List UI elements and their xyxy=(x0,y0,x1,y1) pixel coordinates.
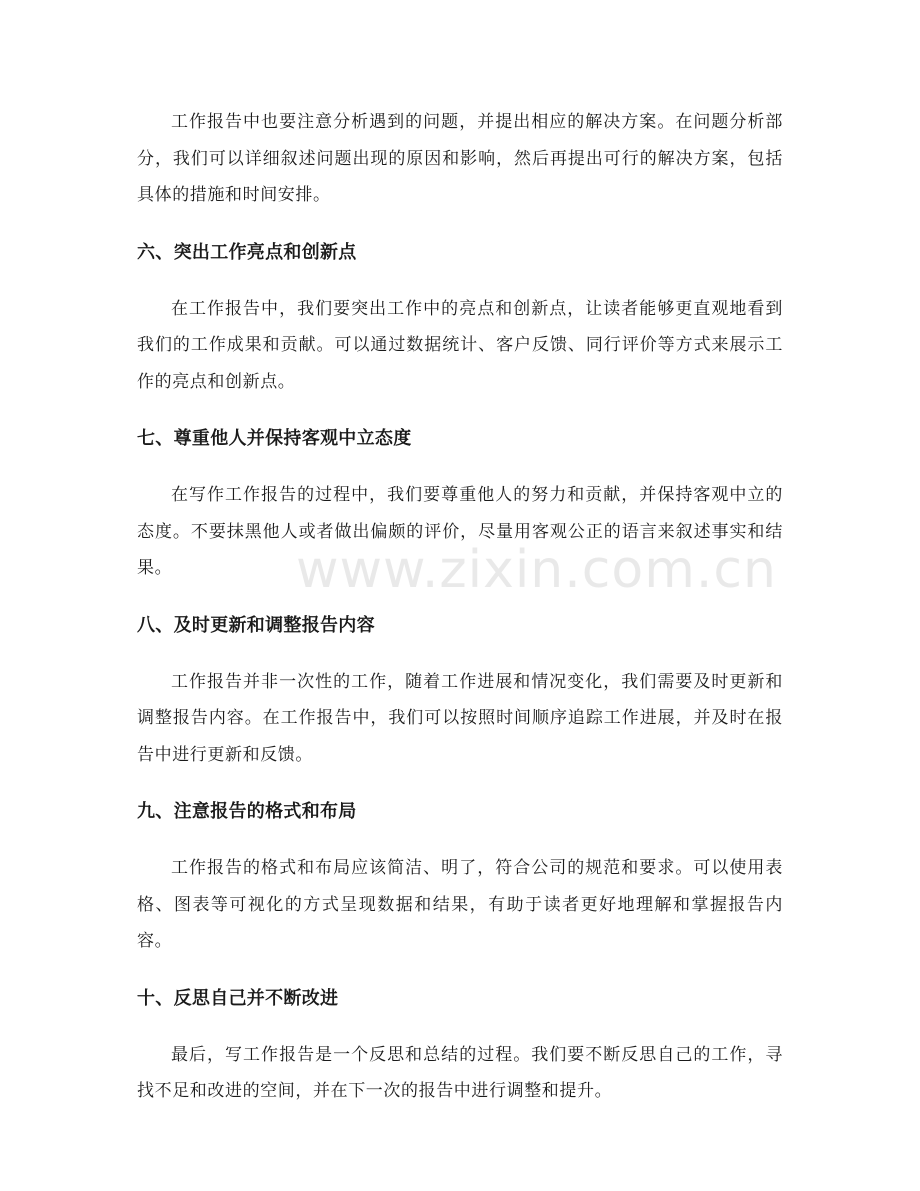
paragraph-section-10: 最后，写工作报告是一个反思和总结的过程。我们要不断反思自己的工作，寻找不足和改进的空间，并在下一次的报告中进行调整和提升。 xyxy=(137,1044,783,1101)
document-body xyxy=(137,104,783,1110)
paragraph-section-6: 在工作报告中，我们要突出工作中的亮点和创新点，让读者能够更直观地看到我们的工作成果和贡献。可以通过数据统计、客户反馈、同行评价等方式来展示工作的亮点和创新点。 xyxy=(137,298,783,392)
watermark: www.zixin.com.cn xyxy=(296,540,777,600)
heading-section-6: 六、突出工作亮点和创新点 xyxy=(137,241,357,263)
paragraph-intro: 工作报告中也要注意分析遇到的问题，并提出相应的解决方案。在问题分析部分，我们可以详细叙述问题出现的原因和影响，然后再提出可行的解决方案，包括具体的措施和时间安排。 xyxy=(137,112,783,205)
heading-section-7: 七、尊重他人并保持客观中立态度 xyxy=(137,428,412,449)
heading-section-8: 八、及时更新和调整报告内容 xyxy=(137,614,375,636)
heading-section-10: 十、反思自己并不断改进 xyxy=(137,987,339,1009)
paragraph-section-8: 工作报告并非一次性的工作，随着工作进展和情况变化，我们需要及时更新和调整报告内容。在工作报告中，我们可以按照时间顺序追踪工作进展，并及时在报告中进行更新和反馈。 xyxy=(137,671,783,765)
heading-section-9: 九、注意报告的格式和布局 xyxy=(137,801,357,822)
paragraph-section-7: 在写作工作报告的过程中，我们要尊重他人的努力和贡献，并保持客观中立的态度。不要抹黑他人或者做出偏颇的评价，尽量用客观公正的语言来叙述事实和结果。 xyxy=(137,485,783,578)
paragraph-section-9: 工作报告的格式和布局应该简洁、明了，符合公司的规范和要求。可以使用表格、图表等可视化的方式呈现数据和结果，有助于读者更好地理解和掌握报告内容。 xyxy=(137,858,783,951)
